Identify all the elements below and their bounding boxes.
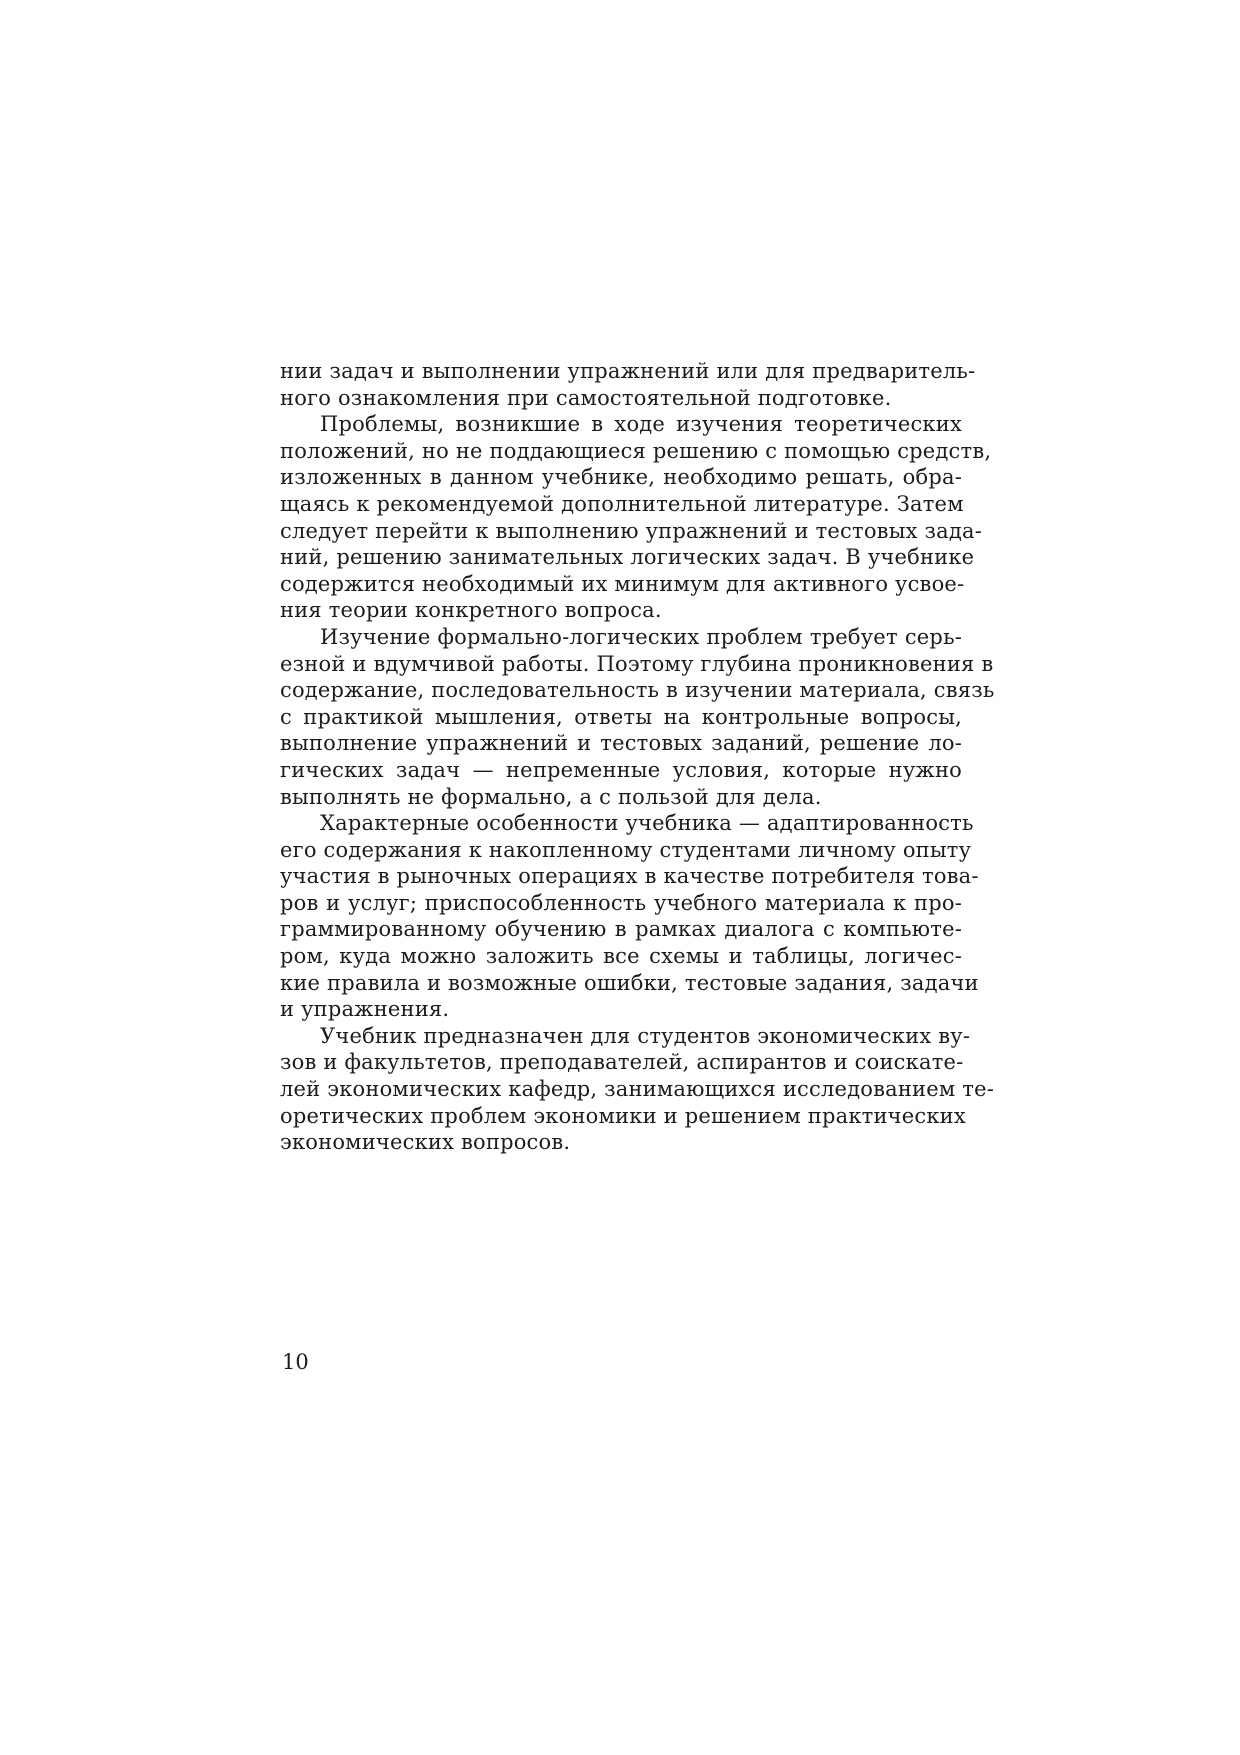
text-line: ром, куда можно заложить все схемы и таблицы, логичес- (280, 944, 962, 969)
text-line: выполнять не формально, а с пользой для дела. (280, 784, 822, 809)
text-line: Учебник предназначен для студентов экономических ву- (320, 1023, 971, 1048)
text-line: содержание, последовательность в изучении материала, связь (280, 678, 995, 703)
paragraph (280, 358, 976, 411)
text-line: нии задач и выполнении упражнений или для предваритель- (280, 359, 976, 383)
paragraph (280, 624, 995, 810)
body-text (280, 358, 995, 1156)
text-line: его содержания к накопленному студентами личному опыту (280, 837, 972, 862)
text-line: оретических проблем экономики и решением практических (280, 1103, 966, 1128)
text-line: зов и факультетов, преподавателей, аспирантов и соискате- (280, 1050, 964, 1075)
text-line: ного ознакомления при самостоятельной подготовке. (280, 385, 892, 410)
text-line: и упражнения. (280, 997, 450, 1022)
text-line: граммированному обучению в рамках диалога с компьюте- (280, 917, 962, 942)
text-line: изложенных в данном учебнике, необходимо решать, обра- (280, 465, 962, 490)
paragraph (280, 411, 992, 624)
page-number: 10 (282, 1350, 309, 1374)
text-line: ния теории конкретного вопроса. (280, 598, 662, 623)
text-line: лей экономических кафедр, занимающихся исследованием те- (280, 1077, 995, 1102)
text-line: ров и услуг; приспособленность учебного материала к про- (280, 890, 962, 915)
text-line: экономических вопросов. (280, 1130, 571, 1155)
paragraph (280, 1023, 995, 1156)
text-line: щаясь к рекомендуемой дополнительной литературе. Затем (280, 491, 964, 516)
text-line: гических задач — непременные условия, которые нужно (280, 757, 962, 782)
text-line: содержится необходимый их минимум для активного усвое- (280, 571, 965, 596)
text-line: выполнение упражнений и тестовых заданий, решение ло- (280, 731, 962, 756)
text-line: положений, но не поддающиеся решению с помощью средств, (280, 438, 992, 463)
text-line: следует перейти к выполнению упражнений и тестовых зада- (280, 518, 983, 543)
text-line: с практикой мышления, ответы на контрольные вопросы, (280, 704, 962, 729)
text-line: кие правила и возможные ошибки, тестовые задания, задачи (280, 970, 979, 995)
paragraph (280, 810, 979, 1023)
text-line: Изучение формально-логических проблем требует серь- (320, 624, 962, 649)
text-line: ний, решению занимательных логических задач. В учебнике (280, 545, 975, 570)
text-line: участия в рыночных операциях в качестве потребителя това- (280, 864, 979, 889)
text-line: езной и вдумчивой работы. Поэтому глубина проникновения в (280, 651, 994, 676)
text-line: Проблемы, возникшие в ходе изучения теоретических (320, 412, 962, 437)
text-line: Характерные особенности учебника — адаптированность (320, 811, 974, 836)
